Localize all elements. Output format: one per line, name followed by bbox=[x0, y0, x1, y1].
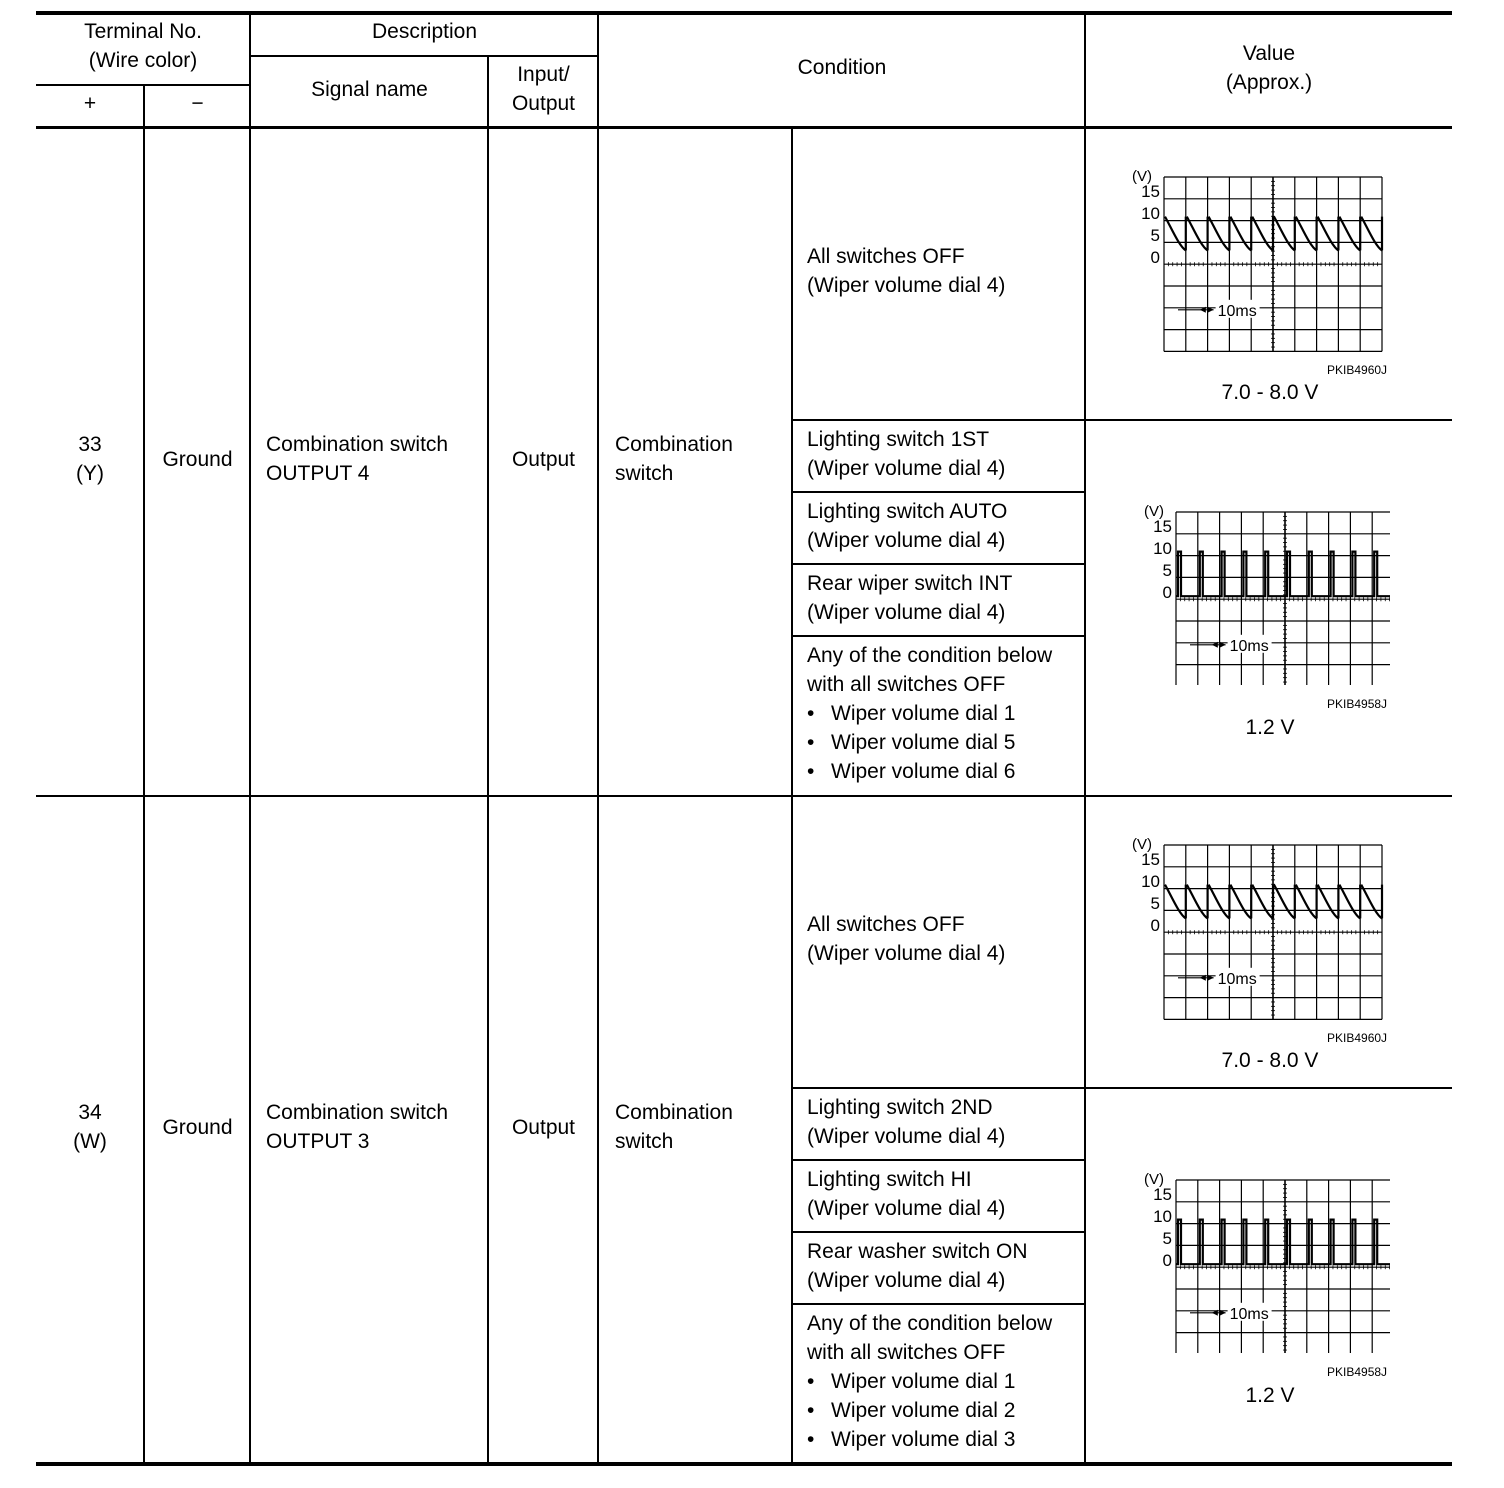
waveform-trace bbox=[1165, 217, 1382, 251]
cond-rule bbox=[791, 563, 1085, 565]
cond-line: (Wiper volume dial 4) bbox=[807, 274, 1006, 297]
condition-item bbox=[807, 497, 1007, 555]
y-unit-label: (V) bbox=[1132, 836, 1152, 853]
cond-rule bbox=[791, 491, 1085, 493]
cond-line: (Wiper volume dial 4) bbox=[807, 942, 1006, 965]
bullet-item: • Wiper volume dial 1 bbox=[807, 1370, 1016, 1393]
y-tick-label: 5 bbox=[1150, 894, 1160, 913]
cond-line: Lighting switch 1ST bbox=[807, 428, 990, 451]
cond-line: (Wiper volume dial 4) bbox=[807, 529, 1006, 552]
condition-item bbox=[807, 242, 1005, 300]
time-div-label: 10ms bbox=[1229, 637, 1269, 655]
col-rule bbox=[143, 85, 145, 1463]
oscilloscope-pulse bbox=[1140, 500, 1390, 690]
cond-main-line2: switch bbox=[615, 462, 674, 485]
condition-item bbox=[807, 1237, 1028, 1295]
col-rule bbox=[487, 56, 489, 1463]
y-tick-label: 0 bbox=[1162, 1251, 1172, 1270]
signal-line1: Combination switch bbox=[266, 433, 449, 456]
cond-line: Lighting switch HI bbox=[807, 1168, 972, 1191]
y-unit-label: (V) bbox=[1144, 1171, 1164, 1188]
header-plus: + bbox=[83, 92, 97, 115]
oscilloscope-sawtooth bbox=[1128, 165, 1388, 360]
time-div-label: 10ms bbox=[1217, 302, 1257, 320]
y-unit-label: (V) bbox=[1144, 503, 1164, 520]
bullet-item: • Wiper volume dial 3 bbox=[807, 1428, 1016, 1451]
ground-cell: Ground bbox=[162, 448, 233, 471]
ground-cell: Ground bbox=[162, 1116, 233, 1139]
header-terminal-line1: Terminal No. bbox=[84, 20, 202, 43]
y-tick-label: 10 bbox=[1141, 872, 1160, 891]
cond-rule bbox=[791, 419, 1452, 421]
bullet-text: Wiper volume dial 1 bbox=[831, 702, 1016, 725]
header-value-line1: Value bbox=[1242, 42, 1296, 65]
waveform-trace bbox=[1165, 885, 1382, 919]
y-tick-label: 10 bbox=[1153, 539, 1172, 558]
figure-code: PKIB4960J bbox=[1327, 1031, 1388, 1045]
header-terminal-line2: (Wire color) bbox=[88, 49, 198, 72]
header-value-line2: (Approx.) bbox=[1225, 71, 1313, 94]
y-tick-label: 15 bbox=[1141, 182, 1160, 201]
cond-rule bbox=[791, 635, 1085, 637]
col-rule bbox=[1084, 13, 1086, 1463]
header-input-output bbox=[489, 60, 598, 118]
signal-name-cell bbox=[266, 1098, 448, 1156]
y-tick-label: 0 bbox=[1150, 248, 1160, 267]
terminal-number: 34 bbox=[78, 1101, 102, 1124]
cond-line: Rear washer switch ON bbox=[807, 1240, 1028, 1263]
bullet-item: • Wiper volume dial 1 bbox=[807, 702, 1016, 725]
value-text: 1.2 V bbox=[1245, 1384, 1295, 1407]
cond-line: Any of the condition below bbox=[807, 1312, 1053, 1335]
bullet-text: Wiper volume dial 2 bbox=[831, 1399, 1016, 1422]
y-tick-label: 15 bbox=[1153, 1185, 1172, 1204]
time-div-label: 10ms bbox=[1229, 1305, 1269, 1323]
header-minus: − bbox=[191, 92, 204, 115]
bullet-text: Wiper volume dial 5 bbox=[831, 731, 1016, 754]
cond-rule bbox=[791, 1159, 1085, 1161]
condition-item bbox=[807, 569, 1012, 627]
y-tick-label: 15 bbox=[1153, 517, 1172, 536]
cond-main-line2: switch bbox=[615, 1130, 674, 1153]
figure-code: PKIB4958J bbox=[1327, 697, 1388, 711]
io-cell: Output bbox=[511, 1116, 576, 1139]
cond-main-line1: Combination bbox=[615, 1101, 733, 1124]
condition-main bbox=[615, 430, 733, 488]
cond-line: (Wiper volume dial 4) bbox=[807, 1269, 1006, 1292]
signal-line1: Combination switch bbox=[266, 1101, 449, 1124]
y-tick-label: 0 bbox=[1162, 583, 1172, 602]
header-condition: Condition bbox=[797, 56, 887, 79]
cond-line: Lighting switch AUTO bbox=[807, 500, 1008, 523]
signal-name-cell bbox=[266, 430, 448, 488]
wire-color: (Y) bbox=[76, 462, 104, 485]
col-rule bbox=[791, 128, 793, 1463]
figure-code: PKIB4960J bbox=[1327, 363, 1388, 377]
cond-line: with all switches OFF bbox=[807, 673, 1006, 696]
signal-line2: OUTPUT 3 bbox=[266, 1130, 370, 1153]
waveform-trace bbox=[1176, 1220, 1390, 1265]
bullet-item: • Wiper volume dial 5 bbox=[807, 731, 1016, 754]
condition-item bbox=[807, 910, 1005, 968]
terminal-33 bbox=[36, 430, 144, 488]
cond-line: Rear wiper switch INT bbox=[807, 572, 1013, 595]
waveform-trace bbox=[1176, 552, 1390, 597]
header-io-line2: Output bbox=[511, 92, 576, 115]
bullet-text: Wiper volume dial 6 bbox=[831, 760, 1016, 783]
wire-color: (W) bbox=[73, 1130, 107, 1153]
y-tick-label: 10 bbox=[1153, 1207, 1172, 1226]
y-unit-label: (V) bbox=[1132, 168, 1152, 185]
header-io-line1: Input/ bbox=[517, 63, 570, 86]
bullet-text: Wiper volume dial 3 bbox=[831, 1428, 1016, 1451]
condition-item bbox=[807, 1165, 1005, 1223]
y-tick-label: 5 bbox=[1150, 226, 1160, 245]
y-tick-label: 5 bbox=[1162, 1229, 1172, 1248]
oscilloscope-sawtooth bbox=[1128, 833, 1388, 1028]
header-rule-desc bbox=[249, 55, 598, 57]
cond-line: All switches OFF bbox=[807, 913, 965, 936]
cond-line: All switches OFF bbox=[807, 245, 965, 268]
cond-main-line1: Combination bbox=[615, 433, 733, 456]
bullet-item: • Wiper volume dial 2 bbox=[807, 1399, 1016, 1422]
cond-line: (Wiper volume dial 4) bbox=[807, 457, 1006, 480]
signal-line2: OUTPUT 4 bbox=[266, 462, 370, 485]
cond-line: Lighting switch 2ND bbox=[807, 1096, 993, 1119]
condition-item bbox=[807, 1309, 1052, 1454]
io-cell: Output bbox=[511, 448, 576, 471]
oscilloscope-pulse bbox=[1140, 1168, 1390, 1358]
terminal-34 bbox=[36, 1098, 144, 1156]
condition-item bbox=[807, 1093, 1005, 1151]
y-tick-label: 0 bbox=[1150, 916, 1160, 935]
condition-item bbox=[807, 425, 1005, 483]
cond-rule bbox=[791, 1303, 1085, 1305]
y-tick-label: 10 bbox=[1141, 204, 1160, 223]
y-tick-label: 5 bbox=[1162, 561, 1172, 580]
bullet-text: Wiper volume dial 1 bbox=[831, 1370, 1016, 1393]
value-text: 7.0 - 8.0 V bbox=[1221, 381, 1319, 404]
header-signal-name: Signal name bbox=[311, 78, 428, 101]
cond-line: (Wiper volume dial 4) bbox=[807, 1125, 1006, 1148]
time-div-label: 10ms bbox=[1217, 970, 1257, 988]
header-description: Description bbox=[371, 20, 478, 43]
header-terminal-no bbox=[36, 17, 250, 75]
condition-item bbox=[807, 641, 1052, 786]
value-text: 1.2 V bbox=[1245, 716, 1295, 739]
cond-line: (Wiper volume dial 4) bbox=[807, 1197, 1006, 1220]
cond-rule bbox=[791, 1231, 1085, 1233]
condition-main bbox=[615, 1098, 733, 1156]
header-value bbox=[1086, 39, 1452, 97]
cond-line: with all switches OFF bbox=[807, 1341, 1006, 1364]
cond-line: (Wiper volume dial 4) bbox=[807, 601, 1006, 624]
bullet-item: • Wiper volume dial 6 bbox=[807, 760, 1016, 783]
figure-code: PKIB4958J bbox=[1327, 1365, 1388, 1379]
col-rule bbox=[597, 13, 599, 1463]
cond-line: Any of the condition below bbox=[807, 644, 1053, 667]
col-rule bbox=[249, 13, 251, 1463]
y-tick-label: 15 bbox=[1141, 850, 1160, 869]
terminal-number: 33 bbox=[78, 433, 102, 456]
cond-rule bbox=[791, 1087, 1452, 1089]
value-text: 7.0 - 8.0 V bbox=[1221, 1049, 1319, 1072]
